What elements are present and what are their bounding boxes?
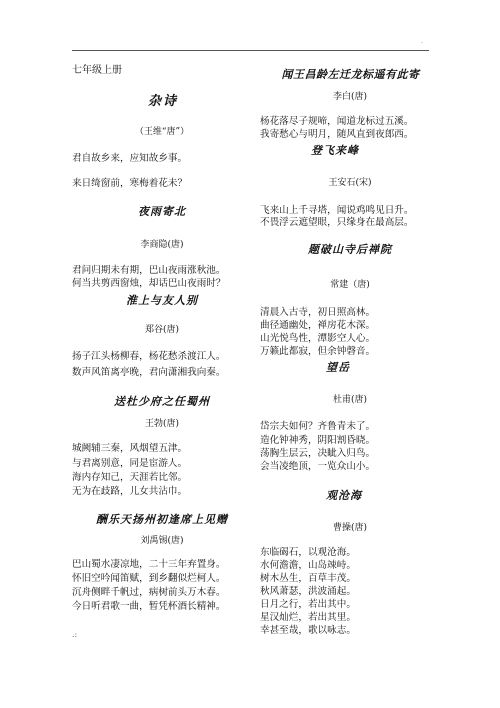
poem-line: 岱宗夫如何？齐鲁青未了。	[260, 421, 376, 432]
poem-author: 王安石(宋)	[328, 178, 372, 188]
poem-line: 秋风萧瑟，洪波涌起。	[260, 586, 356, 597]
poem-line: 万籁此都寂，但余钟磬音。	[260, 346, 376, 357]
poem-author: 李商隐(唐)	[140, 240, 184, 250]
poem-line: 沉舟侧畔千帆过，病树前头万木春。	[72, 587, 226, 598]
poem-title: 酬乐天扬州初逢席上见赠	[96, 513, 228, 526]
poem-author: 李白(唐)	[332, 92, 368, 102]
poem-author: 常建（唐)	[330, 280, 370, 290]
poem-title: 夜雨寄北	[138, 205, 186, 218]
poem-line: 山光悦鸟性，潭影空人心。	[260, 333, 376, 344]
poem-line: 不畏浮云遮望眼，只缘身在最高层。	[260, 217, 414, 228]
poem-title: 登飞来峰	[311, 144, 359, 157]
poem-title: 观沧海	[326, 489, 362, 502]
poem-title: 题破山寺后禅院	[308, 243, 392, 256]
poem-line: 水何澹澹，山岛竦峙。	[260, 560, 356, 571]
poem-title: 淮上与友人别	[126, 294, 198, 307]
poem-line: 杨花落尽子规啼，闻道龙标过五溪。	[260, 116, 414, 127]
poem-title: 送杜少府之任蜀州	[114, 395, 210, 408]
poem-author: 郑谷(唐)	[144, 325, 180, 335]
poem-line: 树木丛生，百草丰茂。	[260, 573, 356, 584]
poem-line: 怀旧空吟闻笛赋，到乡翻似烂柯人。	[72, 573, 226, 584]
poem-line: 巴山蜀水凄凉地，二十三年弃置身。	[72, 559, 226, 570]
poem-line: 扬子江头杨柳春，杨花愁杀渡江人。	[72, 351, 226, 362]
header-corner-mark: .	[421, 38, 423, 45]
poem-line: 君自故乡来，应知故乡事。	[72, 153, 188, 164]
grade-label: 七年级上册	[72, 65, 122, 76]
poem-title: 闻王昌龄左迁龙标遥有此寄	[281, 68, 420, 81]
poem-line: 城阙辅三秦，风烟望五津。	[72, 443, 188, 454]
poem-line: 飞来山上千寻塔，闻说鸡鸣见日升。	[260, 205, 414, 216]
poem-title: 望岳	[326, 361, 350, 374]
poem-line: 荡胸生层云，决眦入归鸟。	[260, 448, 376, 459]
poem-line: 海内存知己，天涯若比邻。	[72, 472, 188, 483]
poem-line: 造化钟神秀，阴阳割昏晓。	[260, 435, 376, 446]
poem-author: 曹操(唐)	[332, 523, 368, 533]
poem-author: 杜甫(唐)	[332, 395, 368, 405]
poem-line: 何当共剪西窗烛，却话巴山夜雨时？	[72, 278, 226, 289]
poem-line: 我寄愁心与明月，随风直到夜郎西。	[260, 129, 414, 140]
poem-author: 王勃(唐)	[144, 419, 180, 429]
poem-line: 与君离别意，同是宦游人。	[72, 458, 188, 469]
poem-line: 东临碣石，以观沧海。	[260, 547, 356, 558]
poem-line: 曲径通幽处，禅房花木深。	[260, 320, 376, 331]
poem-title: 杂诗	[147, 94, 178, 109]
header-rule	[72, 50, 429, 51]
poem-line: 清晨入古寺，初日照高林。	[260, 307, 376, 318]
poem-line: 幸甚至哉，歌以咏志。	[260, 625, 356, 636]
poem-line: 君问归期未有期，巴山夜雨涨秋池。	[72, 265, 226, 276]
poem-author: （王维“唐”）	[134, 127, 190, 137]
footer-mark: .:	[72, 630, 78, 639]
poem-line: 无为在歧路，儿女共沾巾。	[72, 486, 188, 497]
poem-line: 数声风笛离亭晚，君向潇湘我向秦。	[72, 367, 226, 378]
poem-author: 刘禹锡(唐)	[140, 536, 184, 546]
poem-line: 今日听君歌一曲，暂凭杯酒长精神。	[72, 601, 226, 612]
poem-line: 来日绮窗前，寒梅着花未？	[72, 178, 188, 189]
poem-line: 星汉灿烂，若出其里。	[260, 612, 356, 623]
poem-line: 会当凌绝顶，一览众山小。	[260, 461, 376, 472]
poem-line: 日月之行，若出其中。	[260, 599, 356, 610]
